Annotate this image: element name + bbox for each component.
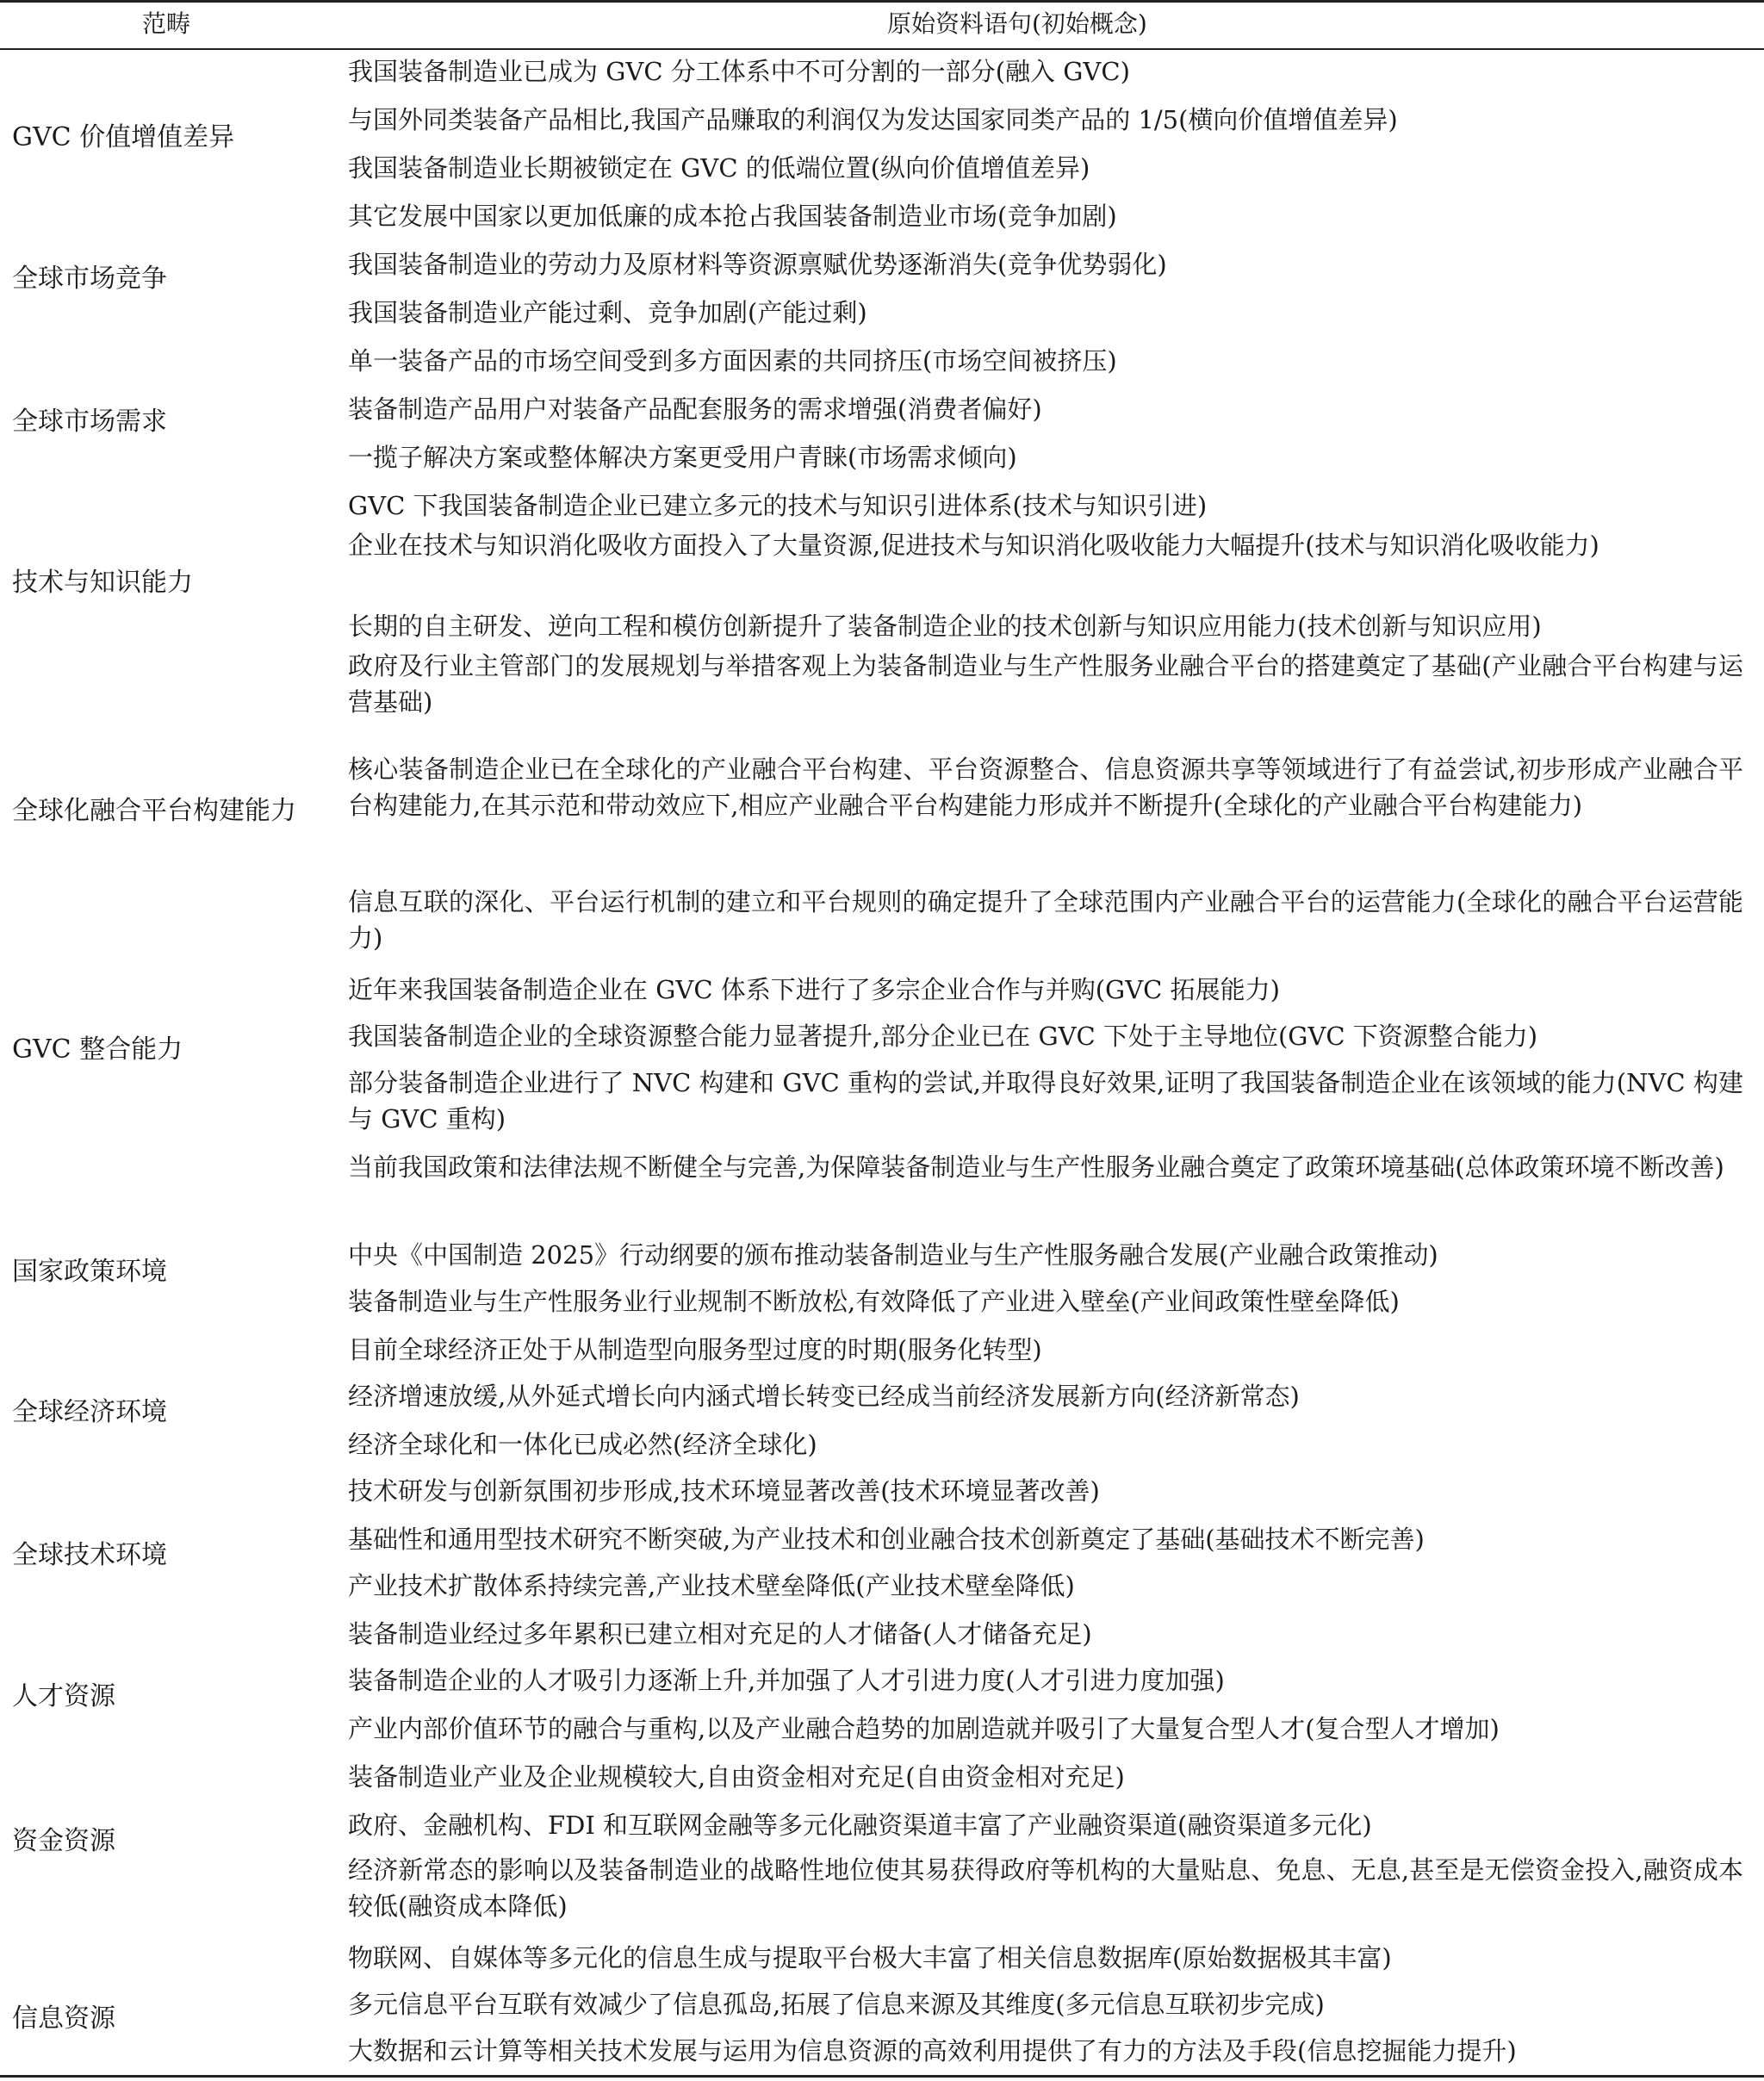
source-sentence: 装备制造业经过多年累积已建立相对充足的人才储备(人才储备充足) xyxy=(348,1619,1092,1649)
source-sentence: 产业技术扩散体系持续完善,产业技术壁垒降低(产业技术壁垒降低) xyxy=(348,1571,1075,1600)
source-sentence: 政府、金融机构、FDI 和互联网金融等多元化融资渠道丰富了产业融资渠道(融资渠道多元化) xyxy=(348,1811,1372,1840)
source-sentence: 中央《中国制造 2025》行动纲要的颁布推动装备制造业与生产性服务融合发展(产业融合政策推动) xyxy=(348,1240,1438,1270)
source-sentence: 部分装备制造企业进行了 NVC 构建和 GVC 重构的尝试,并取得良好效果,证明了我国装备制造企业在该领域的能力(NVC 构建与 GVC 重构) xyxy=(348,1068,1743,1134)
source-sentence: GVC 下我国装备制造企业已建立多元的技术与知识引进体系(技术与知识引进) xyxy=(348,491,1208,520)
source-sentence: 与国外同类装备产品相比,我国产品赚取的利润仅为发达国家同类产品的 1/5(横向价值增值差异) xyxy=(348,105,1398,134)
source-sentence: 我国装备制造业的劳动力及原材料等资源禀赋优势逐渐消失(竞争优势弱化) xyxy=(348,250,1167,279)
source-sentence: 目前全球经济正处于从制造型向服务型过度的时期(服务化转型) xyxy=(348,1335,1042,1364)
header-source-sentence: 原始资料语句(初始概念) xyxy=(887,9,1147,38)
source-sentence: 长期的自主研发、逆向工程和模仿创新提升了装备制造企业的技术创新与知识应用能力(技术创新与知识应用) xyxy=(348,612,1542,641)
header-category: 范畴 xyxy=(142,9,191,38)
source-sentence: 单一装备产品的市场空间受到多方面因素的共同挤压(市场空间被挤压) xyxy=(348,346,1117,376)
source-sentence: 大数据和云计算等相关技术发展与运用为信息资源的高效利用提供了有力的方法及手段(信息挖掘能力提升) xyxy=(348,2036,1517,2065)
category-label: 全球市场需求 xyxy=(12,407,167,437)
source-sentence: 我国装备制造业长期被锁定在 GVC 的低端位置(纵向价值增值差异) xyxy=(348,153,1090,183)
source-sentence: 政府及行业主管部门的发展规划与举措客观上为装备制造业与生产性服务业融合平台的搭建奠定了基础(产业融合平台构建与运营基础) xyxy=(348,651,1743,717)
category-label: 技术与知识能力 xyxy=(12,568,193,598)
source-sentence: 我国装备制造企业的全球资源整合能力显著提升,部分企业已在 GVC 下处于主导地位(GVC 下资源整合能力) xyxy=(348,1022,1538,1051)
table-bottom-rule xyxy=(0,2075,1764,2078)
source-sentence: 装备制造业产业及企业规模较大,自由资金相对充足(自由资金相对充足) xyxy=(348,1762,1125,1792)
category-label: 全球经济环境 xyxy=(12,1397,167,1427)
category-label: 人才资源 xyxy=(12,1681,115,1711)
source-sentence: 信息互联的深化、平台运行机制的建立和平台规则的确定提升了全球范围内产业融合平台的运营能力(全球化的融合平台运营能力) xyxy=(348,887,1743,953)
source-sentence: 经济新常态的影响以及装备制造业的战略性地位使其易获得政府等机构的大量贴息、免息、无息,甚至是无偿资金投入,融资成本较低(融资成本降低) xyxy=(348,1855,1743,1921)
category-label: 全球技术环境 xyxy=(12,1540,167,1570)
category-label: 全球化融合平台构建能力 xyxy=(12,796,296,826)
category-label: 全球市场竞争 xyxy=(12,264,167,294)
source-sentence: 基础性和通用型技术研究不断突破,为产业技术和创业融合技术创新奠定了基础(基础技术不断完善) xyxy=(348,1525,1425,1554)
category-label: GVC 价值增值差异 xyxy=(12,122,235,152)
source-sentence: 装备制造业与生产性服务业行业规制不断放松,有效降低了产业进入壁垒(产业间政策性壁垒降低) xyxy=(348,1287,1400,1316)
source-sentence: 核心装备制造企业已在全球化的产业融合平台构建、平台资源整合、信息资源共享等领域进行了有益尝试,初步形成产业融合平台构建能力,在其示范和带动效应下,相应产业融合平台构建能力形成并不断提升(全球化的产业融合平台构建能力) xyxy=(348,755,1743,820)
category-label: 国家政策环境 xyxy=(12,1257,167,1287)
source-sentence: 产业内部价值环节的融合与重构,以及产业融合趋势的加剧造就并吸引了大量复合型人才(复合型人才增加) xyxy=(348,1714,1500,1743)
category-label: 信息资源 xyxy=(12,2003,115,2034)
source-sentence: 装备制造企业的人才吸引力逐渐上升,并加强了人才引进力度(人才引进力度加强) xyxy=(348,1666,1225,1695)
source-sentence: 其它发展中国家以更加低廉的成本抢占我国装备制造业市场(竞争加剧) xyxy=(348,202,1117,231)
source-sentence: 装备制造产品用户对装备产品配套服务的需求增强(消费者偏好) xyxy=(348,394,1042,424)
table-top-rule xyxy=(0,0,1764,3)
source-sentence: 经济全球化和一体化已成必然(经济全球化) xyxy=(348,1430,817,1459)
category-label: GVC 整合能力 xyxy=(12,1034,183,1065)
source-sentence: 一揽子解决方案或整体解决方案更受用户青睐(市场需求倾向) xyxy=(348,443,1017,472)
source-sentence: 当前我国政策和法律法规不断健全与完善,为保障装备制造业与生产性服务业融合奠定了政策环境基础(总体政策环境不断改善) xyxy=(348,1152,1724,1182)
source-sentence: 企业在技术与知识消化吸收方面投入了大量资源,促进技术与知识消化吸收能力大幅提升(技术与知识消化吸收能力) xyxy=(348,531,1599,560)
source-sentence: 经济增速放缓,从外延式增长向内涵式增长转变已经成当前经济发展新方向(经济新常态) xyxy=(348,1382,1300,1411)
source-sentence: 我国装备制造业已成为 GVC 分工体系中不可分割的一部分(融入 GVC) xyxy=(348,57,1130,86)
source-sentence: 物联网、自媒体等多元化的信息生成与提取平台极大丰富了相关信息数据库(原始数据极其丰富) xyxy=(348,1943,1392,1972)
source-sentence: 多元信息平台互联有效减少了信息孤岛,拓展了信息来源及其维度(多元信息互联初步完成) xyxy=(348,1990,1325,2019)
source-sentence: 近年来我国装备制造企业在 GVC 体系下进行了多宗企业合作与并购(GVC 拓展能力) xyxy=(348,975,1280,1004)
category-label: 资金资源 xyxy=(12,1826,115,1856)
header-rule xyxy=(0,48,1764,50)
source-sentence: 技术研发与创新氛围初步形成,技术环境显著改善(技术环境显著改善) xyxy=(348,1476,1100,1506)
source-sentence: 我国装备制造业产能过剩、竞争加剧(产能过剩) xyxy=(348,298,867,327)
